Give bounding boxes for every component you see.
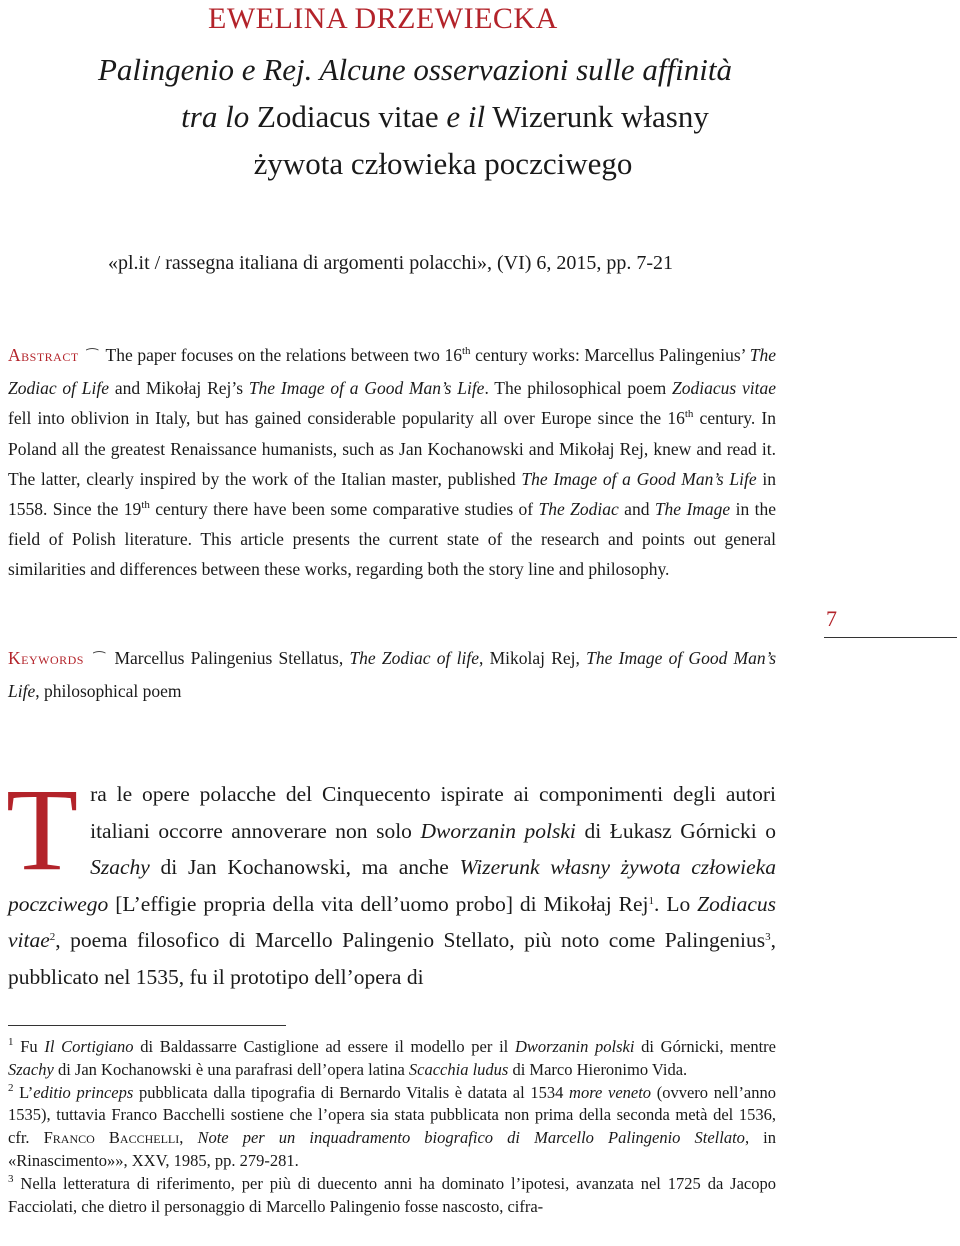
footnote-separator — [8, 1025, 286, 1026]
drop-cap: T — [6, 764, 79, 895]
keywords-label: Keywords — [8, 648, 84, 668]
page-number-rule — [824, 637, 957, 638]
footnote-1: $^1$ Fu Il Cortigiano di Baldassarre Castiglione ad essere il modello per il Dworzanin polski di Górnicki, mentre Szachy di Jan Kochanowski è una parafrasi dell’opera latina Scacchia ludus di Marco Hieronimo Vida. — [8, 1036, 776, 1079]
article-title — [0, 46, 960, 187]
keywords: Keywords ⁀ Marcellus Palingenius Stellatus, The Zodiac of life, Mikolaj Rej, The Image of Good Man’s Life, philosophical poem — [8, 648, 777, 702]
footnotes — [8, 1036, 776, 1218]
author-name: EWELINA DRZEWIECKA — [208, 2, 558, 35]
footnote-ref: 3 — [765, 931, 771, 943]
footnote-ref: 1 — [648, 894, 654, 907]
body-paragraph: Tra le opere polacche del Cinquecento ispirate ai componimenti degli autori italiani occorre annoverare non solo Dworzanin polski di Łukasz Górnicki o Szachy di Jan Kochanowski, ma anche Wizerunk własny żywota człowieka poczciwego [L’effigie propria della vita dell’uomo probo] di Mikołaj Rej$^1$. Lo Zodiacus vitae$^2$, poema filosofico di Marcello Palingenio Stellato, più noto come Palingenius$^3$, pubblicato nel 1535, fu il prototipo dell’opera di — [6, 764, 777, 989]
title-line-3: żywota człowieka poczciwego — [253, 146, 633, 181]
abstract-label: Abstract — [8, 345, 79, 365]
abstract: Abstract ⁀ The paper focuses on the relations between two 16th century works: Marcellus Palingenius’ The Zodiac of Life and Mikołaj Rej’s The Image of a Good Man’s Life. The philosophical poem Zodiacus vitae fell into oblivion in Italy, but has gained considerable popularity all over Europe since the 16th century. In Poland all the greatest Renaissance humanists, such as Jan Kochanowski and Mikołaj Rej, knew and read it. The latter, clearly inspired by the work of the Italian master, published The Image of a Good Man’s Life in 1558. Since the 19th century there have been some comparative studies of The Zodiac and The Image in the field of Polish literature. This article presents the current state of the research and points out general similarities and differences between these works, regarding both the story line and philosophy. — [8, 345, 776, 580]
title-line-1: Palingenio e Rej. Alcune osservazioni sulle affinità — [98, 52, 732, 87]
footnote-ref: 2 — [49, 931, 56, 943]
footnote-3: $^3$ Nella letteratura di riferimento, per più di duecento anni ha dominato l’ipotesi, avanzata nel 1725 da Jacopo Facciolati, che dietro il personaggio di Marcello Palingenio fosse nascosto, cifra- — [8, 1172, 776, 1216]
ornament-icon: ⁀ — [86, 350, 98, 365]
title-line-2: tra lo Zodiacus vitae e il Wizerunk własny — [181, 99, 709, 134]
footnote-2: $^2$ L’editio princeps pubblicata dalla tipografia di Bernardo Vitalis è datata al 1534 more veneto (ovvero nell’anno 1535), tuttavia Franco Bacchelli sostiene che l’opera sia stata pubblicata non prima della seconda metà del 1536, cfr. Franco Bacchelli, Note per un inquadramento biografico di Marcello Palingenio Stellato, in «Rinascimento»», XXV, 1985, pp. 279-281. — [8, 1081, 777, 1170]
ornament-icon: ⁀ — [93, 653, 105, 668]
page-number: 7 — [826, 606, 837, 631]
journal-citation: «pl.it / rassegna italiana di argomenti polacchi», (VI) 6, 2015, pp. 7-21 — [108, 252, 674, 274]
